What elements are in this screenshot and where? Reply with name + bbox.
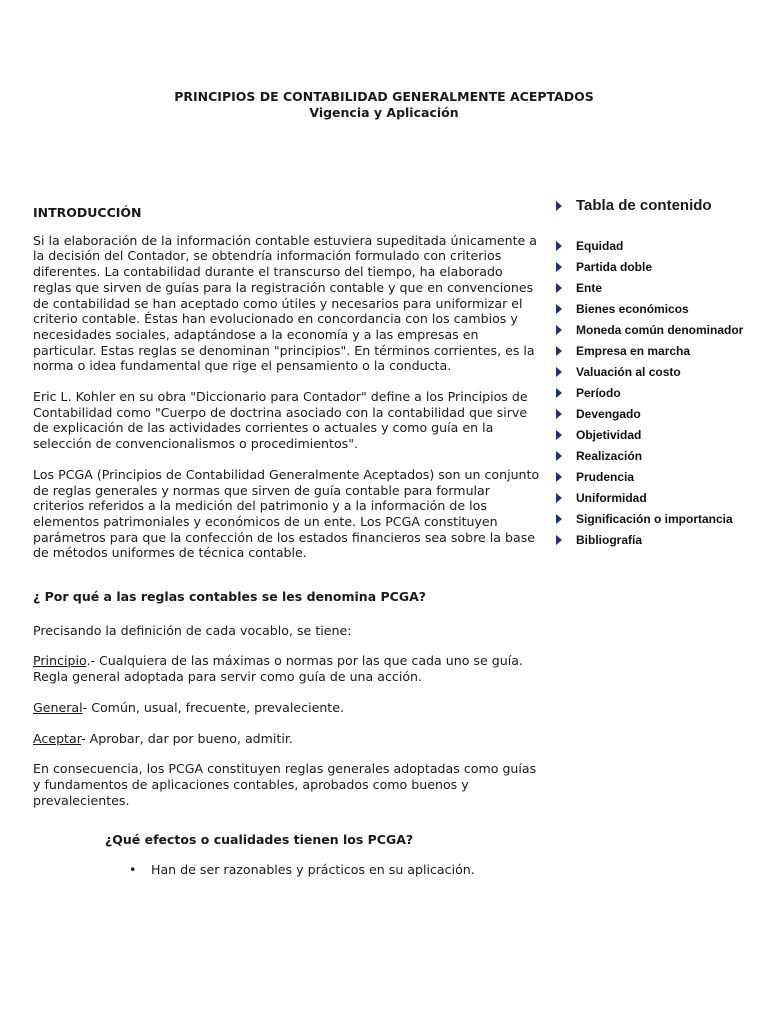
toc-item-label: Prudencia xyxy=(576,470,635,484)
intro-heading: INTRODUCCIÓN xyxy=(33,205,142,220)
triangle-right-icon xyxy=(556,325,562,335)
paragraph-pcga: Los PCGA (Principios de Contabilidad Generalmente Aceptados) son un conjunto de reglas generales y normas que sirven de guía contable para formular criterios referidos a la medición del patrimonio y a la información de los elementos patrimoniales y económicos de un ente. Los PCGA constituyen parámetros para que la confección de los estados financieros sea sobre la base de métodos uniformes de técnica contable. xyxy=(33,466,540,561)
definition-intro: Precisando la definición de cada vocablo, se tiene: xyxy=(33,622,352,638)
term-principio: Principio xyxy=(33,653,87,669)
triangle-right-icon xyxy=(556,241,562,251)
bullet-icon: • xyxy=(129,862,137,878)
triangle-right-icon xyxy=(556,262,562,272)
toc-item-uniformidad[interactable] xyxy=(556,491,756,505)
toc-item-label: Bibliografía xyxy=(576,533,643,547)
toc-item-label: Devengado xyxy=(576,407,641,421)
effects-heading: ¿Qué efectos o cualidades tienen los PCGA? xyxy=(105,832,414,848)
toc-item-período[interactable] xyxy=(556,386,756,400)
definition-principio-text: .- Cualquiera de las máximas o normas por las que cada uno se guía. Regla general adoptada para servir como guía de una acción. xyxy=(33,653,523,685)
toc-item-label: Moneda común denominador xyxy=(576,323,744,337)
document-title: PRINCIPIOS DE CONTABILIDAD GENERALMENTE ACEPTADOS xyxy=(174,89,594,104)
toc-item-significación-o-importancia[interactable] xyxy=(556,512,756,526)
toc-item-label: Objetividad xyxy=(576,428,642,442)
triangle-right-icon xyxy=(556,283,562,293)
conclusion-paragraph: En consecuencia, los PCGA constituyen reglas generales adoptadas como guías y fundamentos de aplicaciones contables, aprobados como buenos y prevalecientes. xyxy=(33,761,537,808)
toc-item-label: Período xyxy=(576,386,621,400)
triangle-right-icon xyxy=(556,514,562,524)
triangle-right-icon xyxy=(556,451,562,461)
toc-header xyxy=(556,196,756,215)
toc-item-prudencia[interactable] xyxy=(556,470,756,484)
triangle-right-icon xyxy=(556,304,562,314)
definition-aceptar-text: - Aprobar, dar por bueno, admitir. xyxy=(81,730,293,746)
paragraph-kohler: Eric L. Kohler en su obra "Diccionario para Contador" define a los Principios de Contabilidad como "Cuerpo de doctrina asociado con la contabilidad que sirve de explicación de las actividades corrientes o actuales y como guía en la selección de convencionalismos o procedimientos". xyxy=(33,389,528,452)
question-heading: ¿ Por qué a las reglas contables se les denomina PCGA? xyxy=(33,589,427,605)
toc-item-label: Ente xyxy=(576,281,603,295)
triangle-right-icon xyxy=(556,493,562,503)
triangle-right-icon xyxy=(556,535,562,545)
main-content xyxy=(33,205,543,878)
triangle-right-icon xyxy=(556,201,562,211)
triangle-right-icon xyxy=(556,346,562,356)
definition-general xyxy=(33,700,543,716)
toc-item-equidad[interactable] xyxy=(556,239,756,253)
toc-item-label: Valuación al costo xyxy=(576,365,681,379)
list-item xyxy=(129,862,543,878)
toc-item-bienes-económicos[interactable] xyxy=(556,302,756,316)
toc-item-label: Equidad xyxy=(576,239,624,253)
triangle-right-icon xyxy=(556,472,562,482)
document-subtitle: Vigencia y Aplicación xyxy=(309,105,459,120)
toc-item-ente[interactable] xyxy=(556,281,756,295)
triangle-right-icon xyxy=(556,367,562,377)
toc-item-label: Significación o importancia xyxy=(576,512,733,526)
triangle-right-icon xyxy=(556,388,562,398)
toc-item-label: Bienes económicos xyxy=(576,302,689,316)
toc-title: Tabla de contenido xyxy=(576,197,712,214)
toc-item-label: Uniformidad xyxy=(576,491,647,505)
toc-list xyxy=(556,239,756,547)
toc-item-moneda-común-denominador[interactable] xyxy=(556,323,756,337)
triangle-right-icon xyxy=(556,409,562,419)
definition-general-text: - Común, usual, frecuente, prevaleciente. xyxy=(82,699,344,715)
term-general: General xyxy=(33,699,83,715)
toc-item-bibliografía[interactable] xyxy=(556,533,756,547)
toc-item-valuación-al-costo[interactable] xyxy=(556,365,756,379)
term-aceptar: Aceptar xyxy=(33,730,82,746)
toc-item-objetividad[interactable] xyxy=(556,428,756,442)
triangle-right-icon xyxy=(556,430,562,440)
document-header xyxy=(0,89,768,121)
list-item-text: Han de ser razonables y prácticos en su aplicación. xyxy=(151,862,475,878)
toc-item-devengado[interactable] xyxy=(556,407,756,421)
toc-item-label: Empresa en marcha xyxy=(576,344,691,358)
effects-list xyxy=(33,862,543,878)
toc-item-label: Realización xyxy=(576,449,643,463)
table-of-contents xyxy=(556,196,756,554)
toc-item-realización[interactable] xyxy=(556,449,756,463)
definition-aceptar xyxy=(33,731,543,747)
paragraph-intro: Si la elaboración de la información contable estuviera supeditada únicamente a la decisión del Contador, se obtendría información formulado con criterios diferentes. La contabilidad durante el transcurso del tiempo, ha elaborado reglas que sirven de guías para la registración contable y que en convenciones de contabilidad se han aceptado como útiles y necesarios para uniformizar el criterio contable. Éstas han evolucionado en concordancia con los cambios y necesidades sociales, adaptándose a la economía y a las empresas en particular. Estas reglas se denominan "principios". En términos corrientes, es la norma o idea fundamental que rige el pensamiento o la conducta. xyxy=(33,232,538,374)
definition-principio xyxy=(33,653,543,684)
toc-item-partida-doble[interactable] xyxy=(556,260,756,274)
toc-item-label: Partida doble xyxy=(576,260,653,274)
toc-item-empresa-en-marcha[interactable] xyxy=(556,344,756,358)
